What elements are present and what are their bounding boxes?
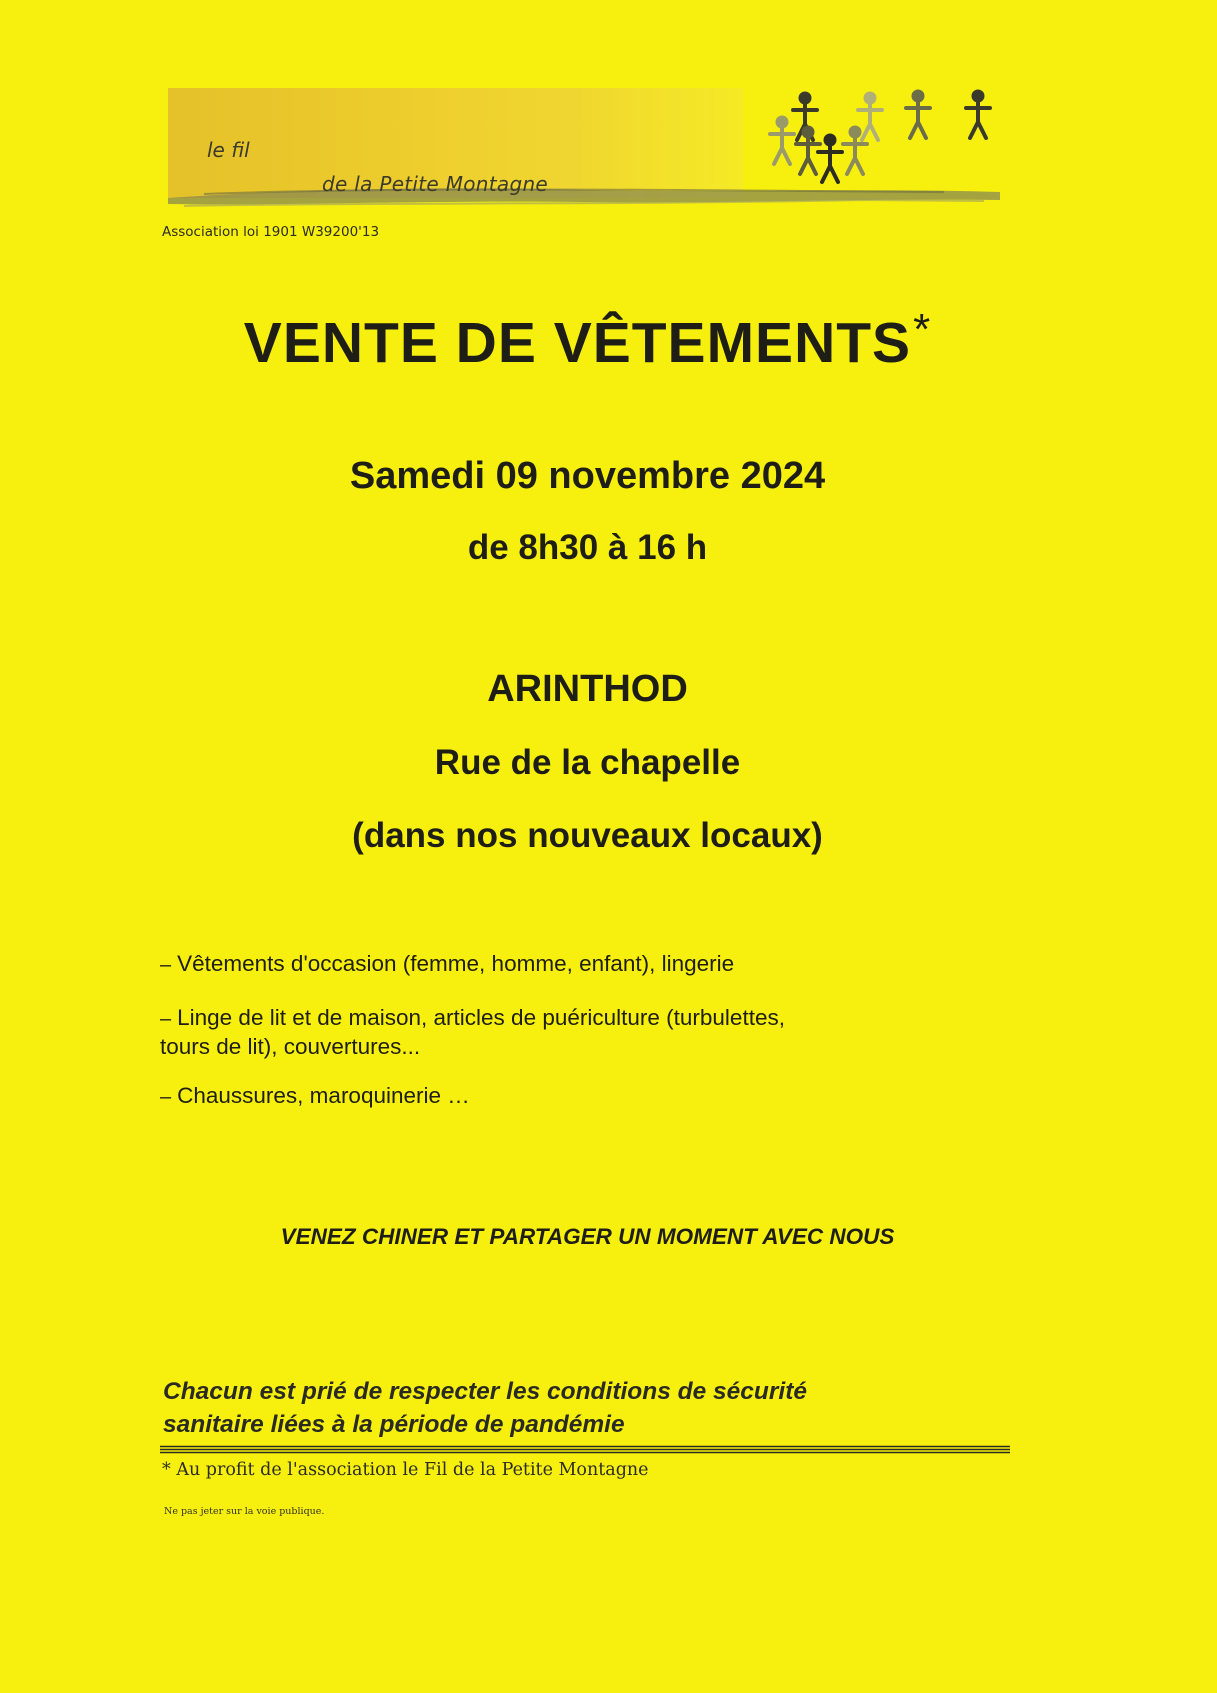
event-hours: de 8h30 à 16 h xyxy=(467,528,708,567)
divider-rule xyxy=(160,1445,1010,1454)
list-dash: – xyxy=(160,1086,172,1108)
list-item-text: Chaussures, maroquinerie … xyxy=(177,1083,470,1108)
list-item-text: Linge de lit et de maison, articles de puériculture (turbulettes, xyxy=(177,1005,785,1030)
event-date: Samedi 09 novembre 2024 xyxy=(349,455,826,497)
call-to-action: VENEZ CHINER ET PARTAGER UN MOMENT AVEC NOUS xyxy=(280,1224,895,1249)
title-asterisk: * xyxy=(913,305,932,354)
list-item xyxy=(160,1082,470,1111)
association-registration: Association loi 1901 W39200'13 xyxy=(162,224,380,240)
logo-text-line2: de la Petite Montagne xyxy=(322,172,549,196)
event-title xyxy=(0,305,1175,376)
footnote: * Au profit de l'association le Fil de la Petite Montagne xyxy=(162,1460,649,1480)
event-city: ARINTHOD xyxy=(487,668,688,710)
list-item xyxy=(160,950,734,979)
logo-text-line1: le fil xyxy=(207,138,250,162)
people-chain-icon xyxy=(760,82,1000,192)
list-item-text: Vêtements d'occasion (femme, homme, enfant), lingerie xyxy=(177,951,735,976)
warning-line1: Chacun est prié de respecter les conditions de sécurité xyxy=(163,1378,808,1405)
list-item xyxy=(160,1004,785,1060)
list-dash: – xyxy=(160,954,172,976)
sanitary-warning xyxy=(163,1375,807,1441)
event-location-note: (dans nos nouveaux locaux) xyxy=(352,816,823,855)
event-street: Rue de la chapelle xyxy=(434,743,741,782)
event-title-text: VENTE DE VÊTEMENTS xyxy=(243,311,912,375)
warning-line2: sanitaire liées à la période de pandémie xyxy=(163,1411,625,1438)
disclaimer: Ne pas jeter sur la voie publique. xyxy=(164,1506,325,1517)
list-item-text-continued: tours de lit), couvertures... xyxy=(160,1034,421,1059)
list-dash: – xyxy=(160,1008,172,1030)
